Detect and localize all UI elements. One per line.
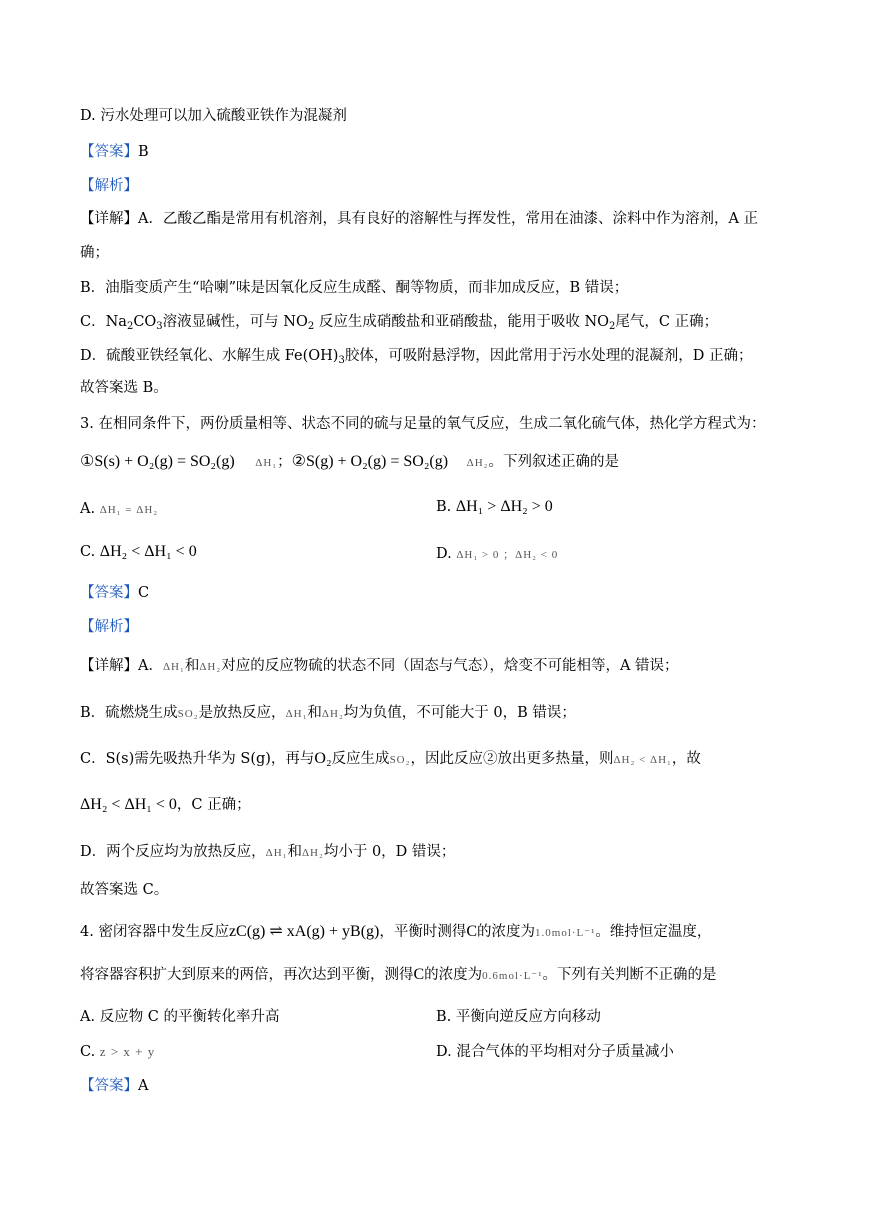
q3-detail-c: C．S(s)需先吸热升华为 S(g)，再与O₂反应生成SO₂，因此反应②放出更多热量，则ΔH₂ < ΔH₁，故 [80,750,701,767]
q3-detail-d: D．两个反应均为放热反应，ΔH₁和ΔH₂均小于 0，D 错误； [80,844,456,860]
q3-stem: 3. 在相同条件下，两份质量相等、状态不同的硫与足量的氧气反应，生成二氧化硫气体，热化学方程式为： [80,416,766,432]
q4-answer: 【答案】A [80,1078,149,1094]
q4-option-a: A. 反应物 C 的平衡转化率升高 [80,1009,280,1025]
q4-option-d: D. 混合气体的平均相对分子质量减小 [436,1044,674,1060]
q3-option-a: A. ΔH₁ = ΔH₂ [80,501,159,517]
q3-detail-a: 【详解】A．ΔH₁和ΔH₂对应的反应物硫的状态不同（固态与气态），焓变不可能相等，A 错误； [80,658,679,674]
equation-1: ①S(s) + O₂(g) = SO₂(g) [80,453,235,470]
equation-2: ②S(g) + O₂(g) = SO₂(g) [291,453,449,470]
q2-detail-c: C．$Na_2CO_3$溶液显碱性，可与 $NO_2$ 反应生成硝酸盐和亚硝酸盐，能用于吸收 $NO_2$尾气，C 正确； [80,314,719,332]
q4-stem: 4. 密闭容器中发生反应zC(g) ⇌ xA(g) + yB(g)，平衡时测得C的浓度为1.0mol·L⁻¹。维持恒定温度， [80,923,712,940]
q2-detail-d: D．硫酸亚铁经氧化、水解生成 $Fe(OH)_3$胶体，可吸附悬浮物，因此常用于污水处理的混凝剂，D 正确； [80,348,753,366]
q2-option-d: D. 污水处理可以加入硫酸亚铁作为混凝剂 [80,108,347,124]
answer-tag: 【答案】 [80,144,138,160]
q3-option-b: B. ΔH₁ > ΔH₂ > 0 [436,498,553,515]
q3-option-c: C. ΔH₂ < ΔH₁ < 0 [80,543,197,560]
q4-option-b: B. 平衡向逆反应方向移动 [436,1009,601,1025]
q3-analysis-tag: 【解析】 [80,619,138,635]
q2-answer: 【答案】B [80,144,149,160]
q2-detail-b: B．油脂变质产生“哈喇”味是因氧化反应生成醛、酮等物质，而非加成反应，B 错误； [80,280,629,296]
q2-detail-a-cont: 确； [80,245,109,261]
q3-conclusion: 故答案选 C。 [80,882,169,898]
q3-equations: ①S(s) + O₂(g) = SO₂(g) ΔH₁；②S(g) + O₂(g) = SO₂(g) ΔH₂。下列叙述正确的是 [80,453,620,470]
q3-option-d: D. ΔH₁ > 0 ；ΔH₂ < 0 [436,546,559,562]
q3-detail-c-cont: ΔH₂ < ΔH₁ < 0，C 正确； [80,796,251,813]
q2-conclusion: 故答案选 B。 [80,380,168,396]
q4-stem-cont: 将容器容积扩大到原来的两倍，再次达到平衡，测得C的浓度为0.6mol·L⁻¹。下列有关判断不正确的是 [80,966,717,983]
q2-detail-a: 【详解】A．乙酸乙酯是常用有机溶剂，具有良好的溶解性与挥发性，常用在油漆、涂料中作为溶剂，A 正 [80,211,759,227]
q3-answer: 【答案】C [80,585,150,601]
q4-option-c: C. z > x + y [80,1044,156,1060]
q2-analysis-tag: 【解析】 [80,178,138,194]
q3-detail-b: B．硫燃烧生成SO₂是放热反应，ΔH₁和ΔH₂均为负值，不可能大于 0，B 错误； [80,705,576,721]
